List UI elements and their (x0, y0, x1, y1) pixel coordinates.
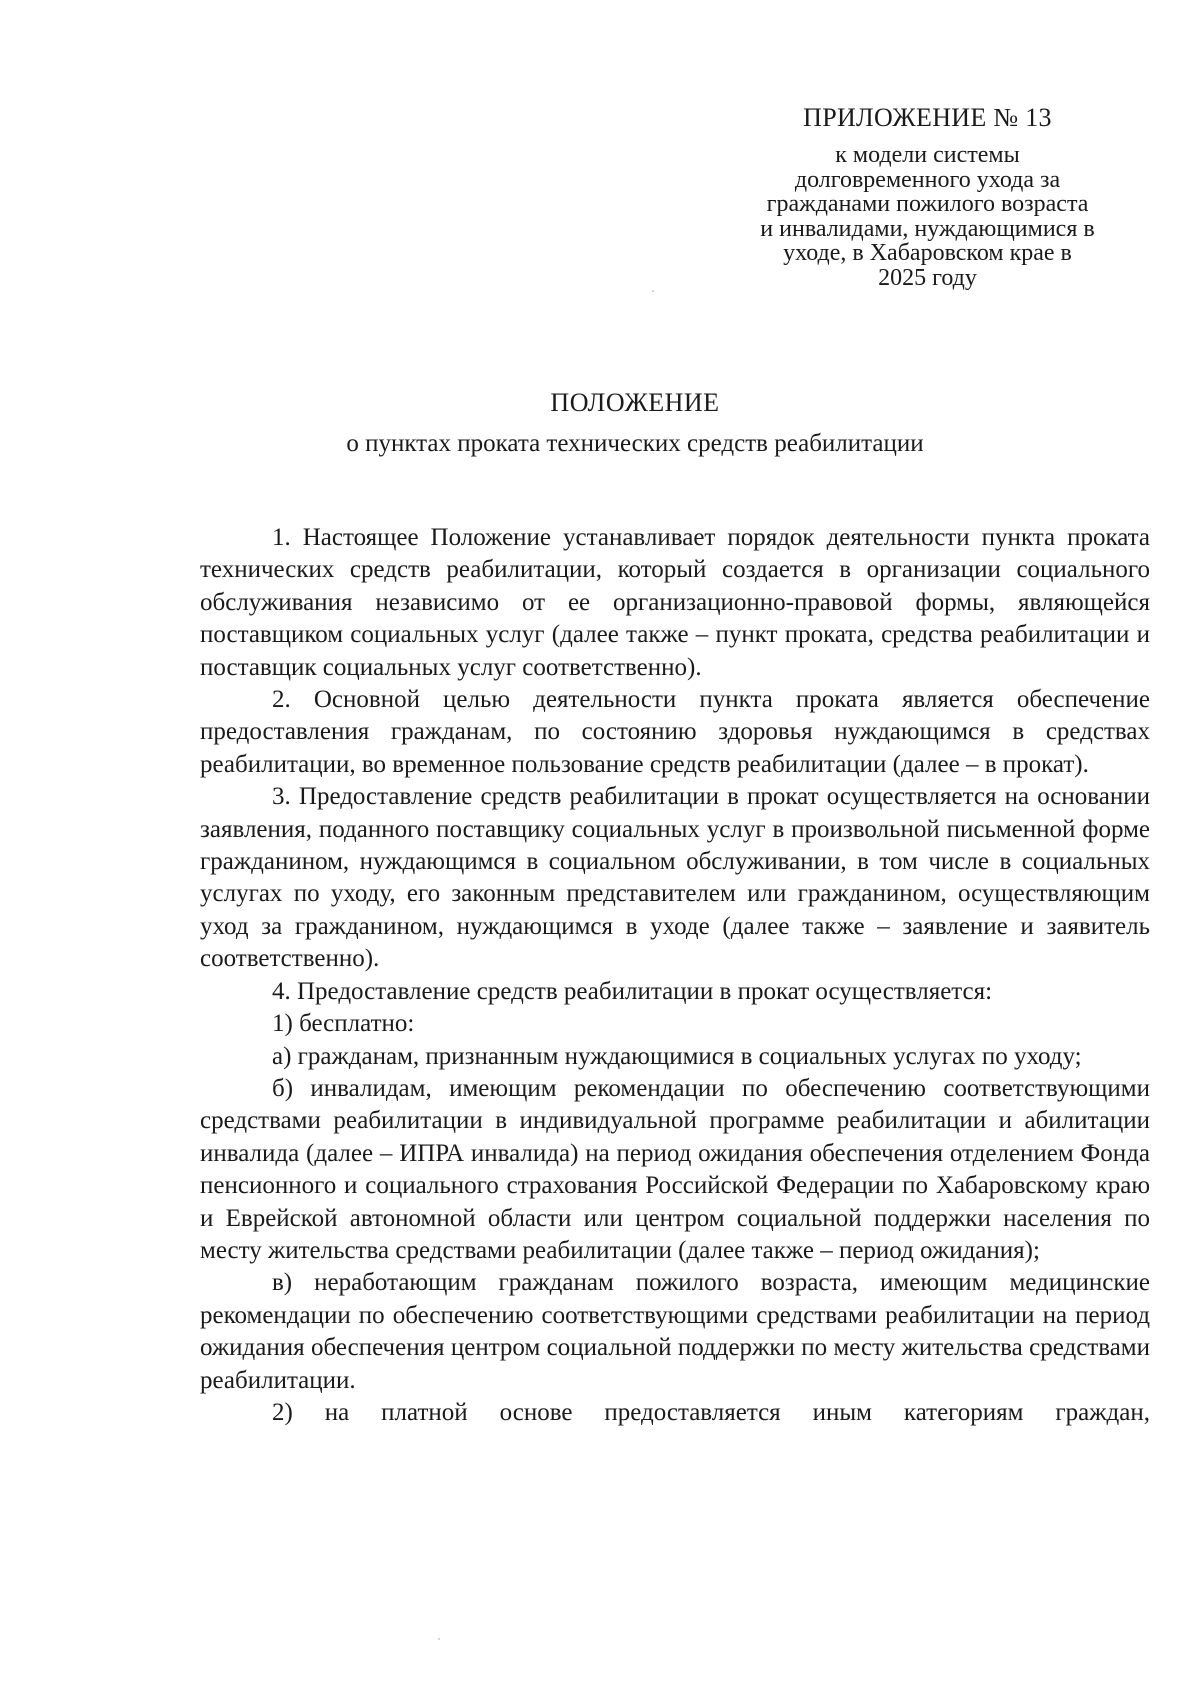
appendix-block (755, 101, 1100, 290)
appendix-line: к модели системы (835, 142, 1020, 168)
paragraph-2: 2. Основной целью деятельности пункта проката является обеспечение предоставления гражданам, по состоянию здоровья нуждающимся в средствах реабилитации, во временное пользование средств реабилитации (далее – в прокат). (200, 686, 1150, 778)
list-item-a: а) гражданам, признанным нуждающимися в социальных услугах по уходу; (272, 1042, 1082, 1070)
document-body (200, 522, 1150, 1429)
list-item-2: 2) на платной основе предоставляется иным категориям граждан, (272, 1398, 1150, 1426)
appendix-title: ПРИЛОЖЕНИЕ № 13 (803, 103, 1052, 132)
list-item-v: в) неработающим гражданам пожилого возраста, имеющим медицинские рекомендации по обеспечению соответствующими средствами реабилитации на период ожидания обеспечения центром социальной поддержки по месту жительства средствами реабилитации. (200, 1269, 1150, 1394)
appendix-line: долговременного ухода за (794, 166, 1061, 193)
appendix-line: уходе, в Хабаровском крае в (783, 240, 1072, 266)
appendix-line: 2025 году (878, 264, 977, 291)
scan-speck (652, 290, 654, 292)
document-title: ПОЛОЖЕНИЕ (550, 388, 720, 417)
list-item-b: б) инвалидам, имеющим рекомендации по обеспечению соответствующими средствами реабилитации в индивидуальной программе реабилитации и абилитации инвалида (далее – ИПРА инвалида) на период ожидания обеспечения отделением Фонда пенсионного и социального страхования Российской Федерации по Хабаровскому краю и Еврейской автономной области или центром социальной поддержки населения по месту жительства средствами реабилитации (далее также – период ожидания); (200, 1074, 1150, 1264)
scan-speck (438, 1638, 440, 1640)
appendix-reference (755, 143, 1100, 290)
paragraph-3: 3. Предоставление средств реабилитации в прокат осуществляется на основании заявления, поданного поставщику социальных услуг в произвольной письменной форме гражданином, нуждающимся в социальном обслуживании, в том числе в социальных услугах по уходу, его законным представителем или гражданином, осуществляющим уход за гражданином, нуждающимся в уходе (далее также – заявление и заявитель соответственно). (200, 783, 1150, 973)
paragraph-4: 4. Предоставление средств реабилитации в прокат осуществляется: (272, 977, 993, 1005)
document-subtitle: о пунктах проката технических средств реабилитации (346, 430, 924, 457)
appendix-line: и инвалидами, нуждающимися в (760, 215, 1095, 242)
list-item-1: 1) бесплатно: (272, 1010, 415, 1038)
paragraph-1: 1. Настоящее Положение устанавливает порядок деятельности пункта проката технических средств реабилитации, который создается в организации социального обслуживания независимо от ее организационно-правовой формы, являющейся поставщиком социальных услуг (далее также – пункт проката, средства реабилитации и поставщик социальных услуг соответственно). (200, 524, 1150, 681)
appendix-line: гражданами пожилого возраста (766, 191, 1089, 217)
